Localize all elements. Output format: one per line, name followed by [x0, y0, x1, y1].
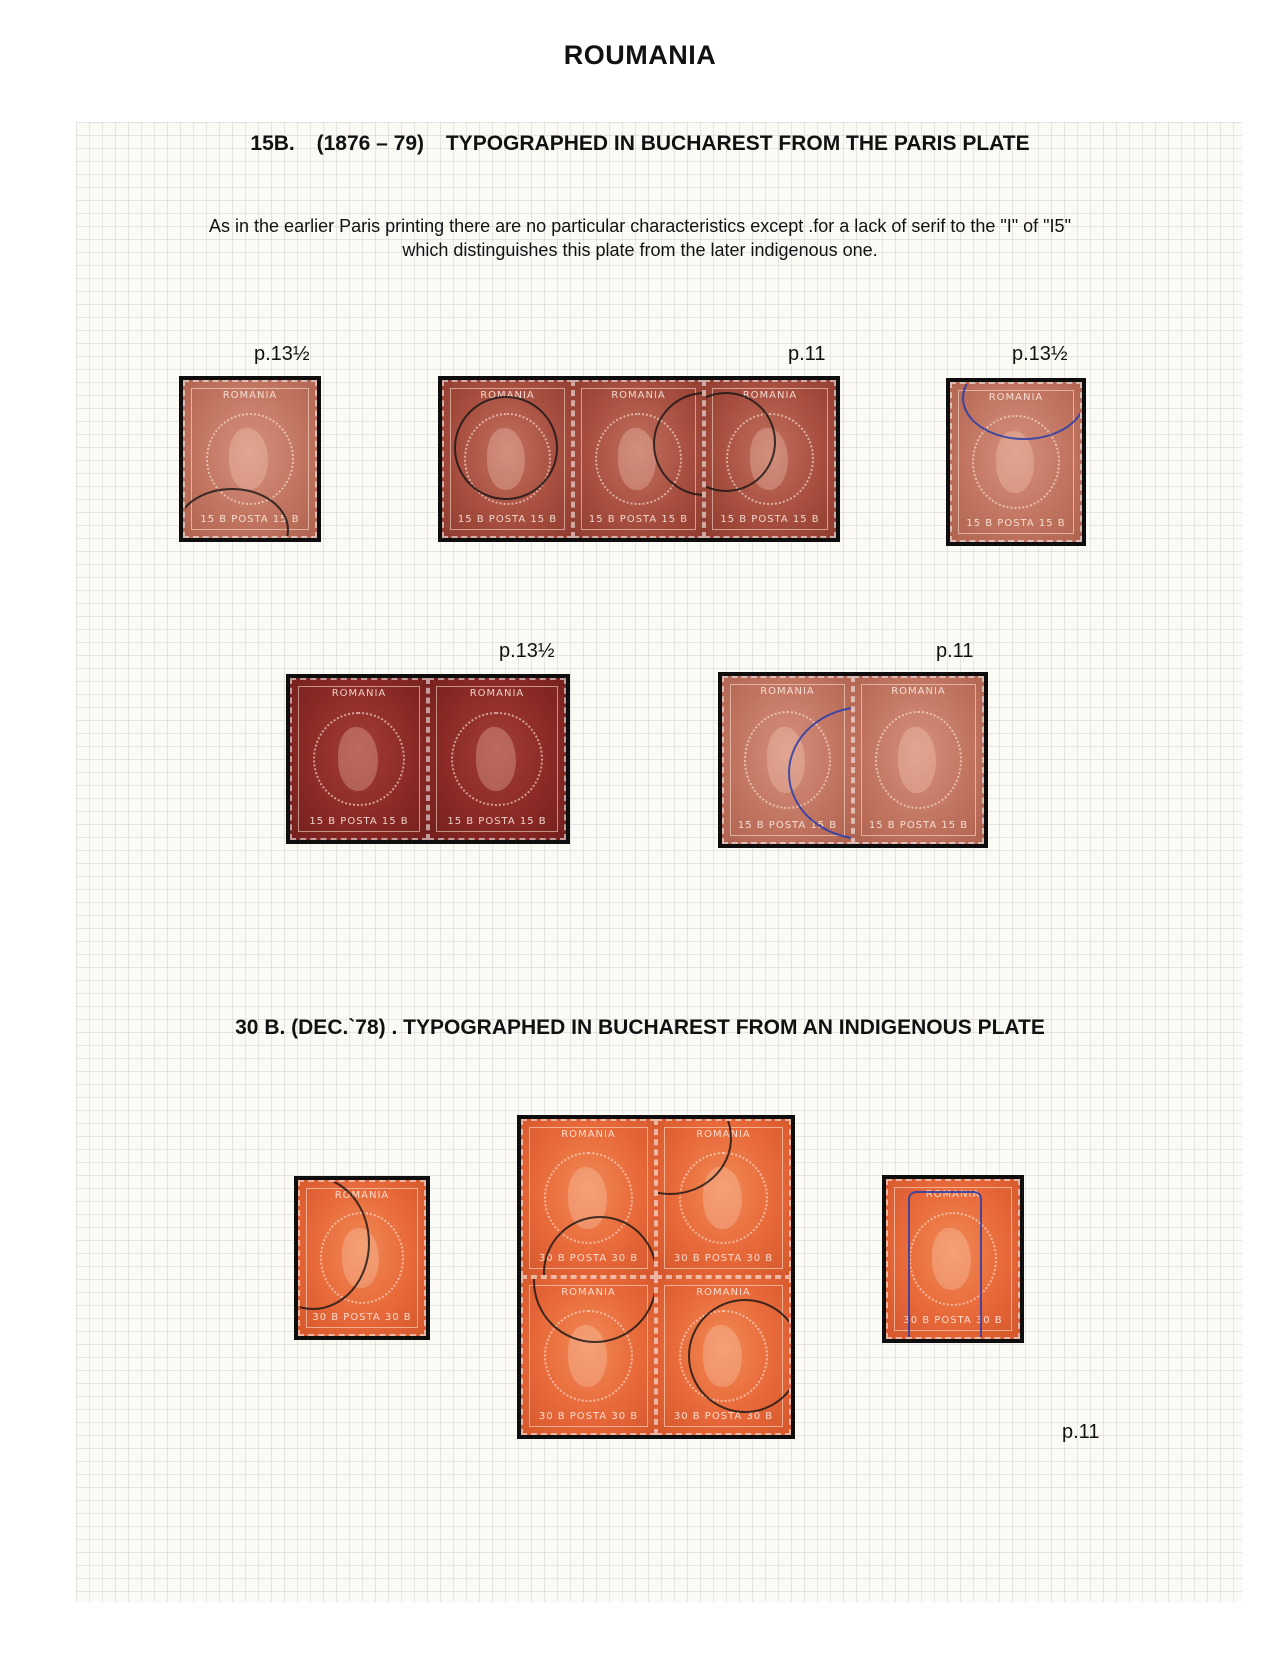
stamp-block-of-four — [517, 1115, 795, 1439]
stamp-country: ROMANIA — [334, 1190, 390, 1201]
stamp-value: 30 B POSTA 30 B — [312, 1312, 412, 1323]
stamp-value: 15 B POSTA 15 B — [737, 820, 838, 831]
stamp-portrait — [898, 727, 936, 793]
stamp-country: ROMANIA — [561, 1129, 616, 1140]
section2-heading: 30 B. (DEC.`78) . TYPOGRAPHED IN BUCHAREST FROM AN INDIGENOUS PLATE — [235, 1016, 1045, 1039]
stamp-value: 15 B POSTA 15 B — [309, 816, 409, 827]
stamp-value: 15 B POSTA 15 B — [720, 514, 820, 525]
stamp — [290, 678, 428, 840]
stamp — [442, 380, 573, 538]
stamp-value: 15 B POSTA 15 B — [447, 816, 547, 827]
stamp-country: ROMANIA — [696, 1287, 751, 1298]
stamp-country: ROMANIA — [561, 1287, 616, 1298]
stamp-value: 30 B POSTA 30 B — [538, 1411, 639, 1422]
stamp-portrait — [618, 428, 656, 490]
perf-label: p.11 — [936, 640, 974, 662]
stamp — [704, 380, 836, 538]
postmark — [454, 396, 558, 500]
stamp-value: 30 B POSTA 30 B — [538, 1253, 639, 1264]
section1-dates: (1876 – 79) — [316, 132, 425, 155]
stamp-country: ROMANIA — [891, 686, 946, 697]
section1-title: TYPOGRAPHED IN BUCHAREST FROM THE PARIS PLATE — [445, 132, 1030, 155]
stamp-pair — [718, 672, 988, 848]
stamp-mount — [882, 1175, 1024, 1343]
stamp-value: 15 B POSTA 15 B — [200, 514, 300, 525]
section1-description — [100, 214, 1180, 262]
stamp — [521, 1119, 656, 1277]
page-title: ROUMANIA — [563, 40, 717, 70]
stamp-country: ROMANIA — [988, 392, 1044, 403]
stamp — [298, 1180, 426, 1336]
perf-label: p.11 — [788, 343, 826, 365]
stamp-country: ROMANIA — [331, 688, 387, 699]
stamp — [950, 382, 1082, 542]
stamp-portrait — [229, 428, 268, 490]
stamp — [886, 1179, 1020, 1339]
stamp — [183, 380, 317, 538]
stamp — [521, 1277, 656, 1435]
stamp — [722, 676, 853, 844]
section1-desc-line2: which distinguishes this plate from the later indigenous one. — [402, 240, 878, 260]
stamp-strip-of-three — [438, 376, 840, 542]
stamp-value: 15 B POSTA 15 B — [457, 514, 558, 525]
stamp — [573, 380, 704, 538]
section1-desc-line1: As in the earlier Paris printing there are no particular characteristics except .for a lack of serif to the "I" of "I5" — [209, 216, 1071, 236]
stamp-country: ROMANIA — [611, 390, 666, 401]
stamp-value: 15 B POSTA 15 B — [966, 518, 1066, 529]
stamp-value: 15 B POSTA 15 B — [588, 514, 689, 525]
stamp — [853, 676, 984, 844]
stamp-mount — [179, 376, 321, 542]
section1-heading — [0, 132, 1280, 156]
stamp-country: ROMANIA — [925, 1189, 981, 1200]
stamp-country: ROMANIA — [696, 1129, 751, 1140]
stamp — [656, 1277, 791, 1435]
stamp-country: ROMANIA — [222, 390, 278, 401]
section1-number: 15B. — [250, 132, 295, 155]
postmark — [908, 1191, 982, 1339]
perf-label: p.11 — [1062, 1421, 1100, 1443]
postmark — [688, 1299, 791, 1413]
stamp-portrait — [996, 431, 1034, 493]
stamp-value: 15 B POSTA 15 B — [868, 820, 969, 831]
stamp-mount — [946, 378, 1086, 546]
perf-label: p.13½ — [1012, 343, 1068, 365]
stamp-pair — [286, 674, 570, 844]
perf-label: p.13½ — [499, 640, 555, 662]
stamp-value: 30 B POSTA 30 B — [903, 1315, 1003, 1326]
stamp-portrait — [476, 727, 516, 790]
stamp — [428, 678, 566, 840]
stamp-country: ROMANIA — [760, 686, 815, 697]
stamp-portrait — [338, 727, 378, 790]
stamp-value: 30 B POSTA 30 B — [673, 1253, 774, 1264]
stamp — [656, 1119, 791, 1277]
stamp-country: ROMANIA — [742, 390, 798, 401]
stamp-country: ROMANIA — [469, 688, 525, 699]
stamp-mount — [294, 1176, 430, 1340]
stamp-country: ROMANIA — [480, 390, 535, 401]
stamp-value: 30 B POSTA 30 B — [673, 1411, 774, 1422]
perf-label: p.13½ — [254, 343, 310, 365]
